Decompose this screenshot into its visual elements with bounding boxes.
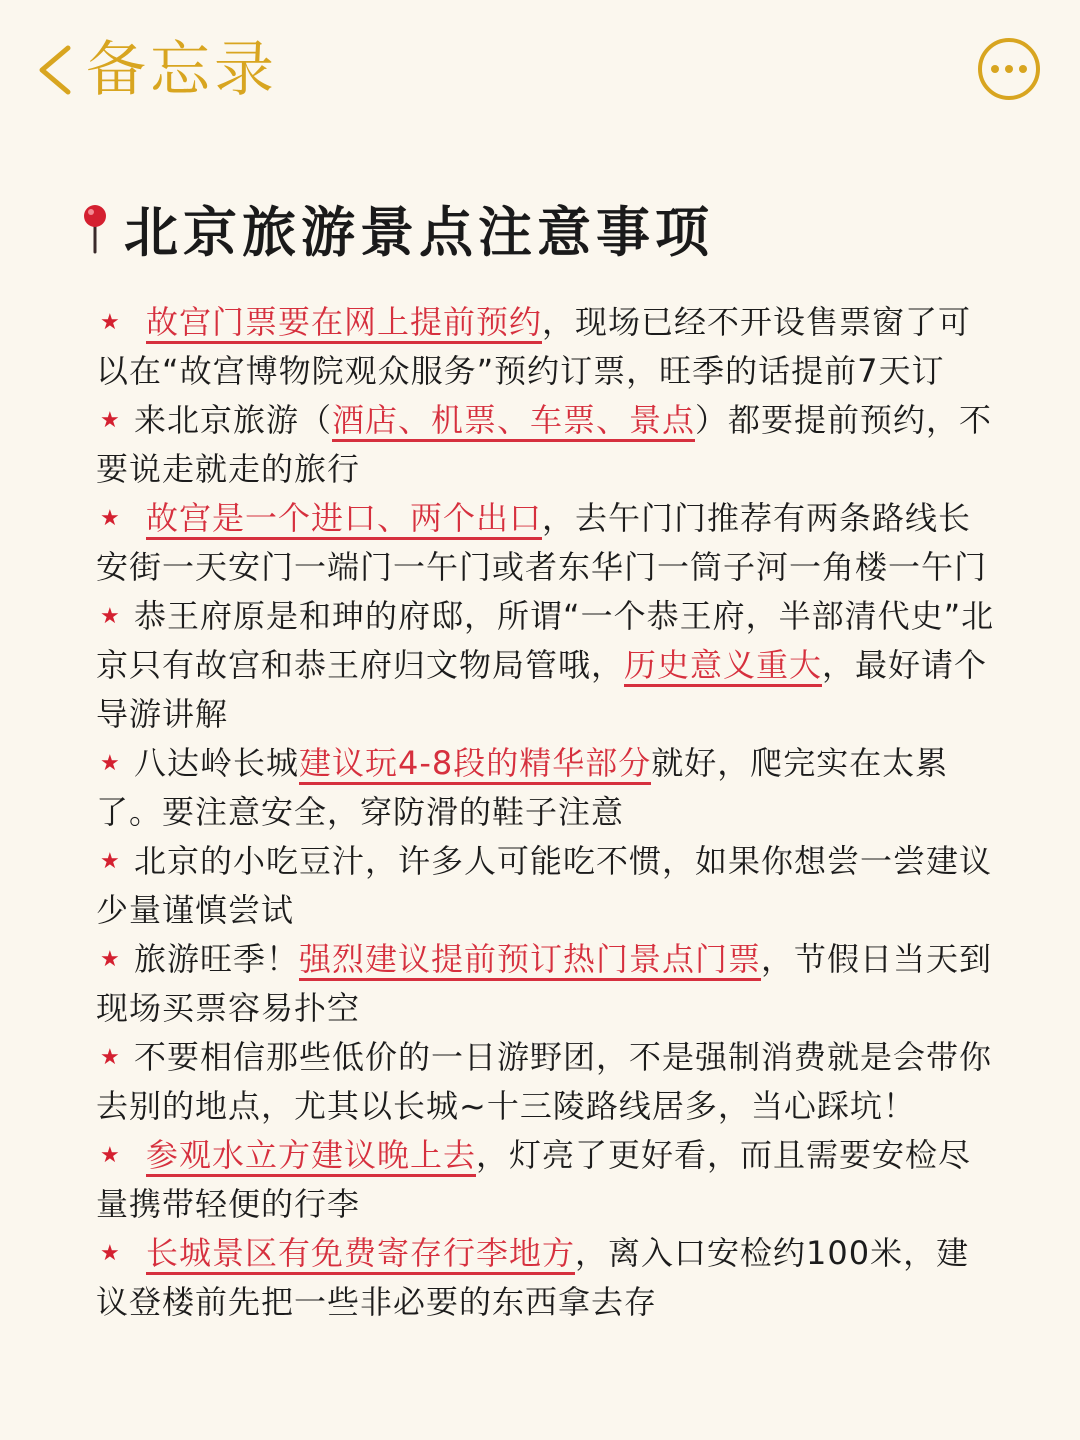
red-pin-icon: [80, 202, 110, 254]
note-text: 旅游旺季！: [134, 940, 300, 978]
note-text: ）都要提前预约，不要说走就走的旅行: [96, 401, 993, 488]
note-text: 就好，爬完实在太累了。要注意安全，穿防滑的鞋子注意: [96, 744, 949, 831]
note-text: ，最好请个导游讲解: [96, 646, 988, 733]
star-bullet-icon: ★: [100, 751, 121, 776]
note-item: [96, 592, 996, 739]
note-item: [96, 396, 996, 494]
note-item: [96, 935, 996, 1033]
app-title: 备忘录: [86, 35, 278, 105]
highlighted-text: 长城景区有免费寄存行李地方: [146, 1234, 575, 1275]
highlighted-text: 历史意义重大: [624, 646, 822, 687]
note-text: 不要相信那些低价的一日游野团，不是强制消费就是会带你去别的地点，尤其以长城~十三陵路线居多，当心踩坑！: [96, 1038, 993, 1125]
note-item: [96, 494, 996, 592]
highlighted-text: 故宫门票要在网上提前预约: [146, 303, 542, 344]
highlighted-text: 故宫是一个进口、两个出口: [146, 499, 542, 540]
top-bar: [0, 0, 1080, 140]
note-text: 北京的小吃豆汁，许多人可能吃不惯，如果你想尝一尝建议少量谨慎尝试: [96, 842, 993, 929]
more-options-icon-dot: [1019, 65, 1027, 73]
star-bullet-icon: ★: [100, 1143, 121, 1168]
note-body[interactable]: [96, 298, 996, 1327]
star-bullet-icon: ★: [100, 310, 121, 335]
note-title-row: [80, 188, 714, 268]
note-item: [96, 298, 996, 396]
more-options-icon-dot: [1005, 65, 1013, 73]
note-item: [96, 837, 996, 935]
star-bullet-icon: ★: [100, 1045, 121, 1070]
note-text: ，离入口安检约100米，建议登楼前先把一些非必要的东西拿去存: [96, 1234, 970, 1321]
star-bullet-icon: ★: [100, 1241, 121, 1266]
more-options-button[interactable]: [978, 38, 1040, 100]
note-text: ，现场已经不开设售票窗了可以在“故宫博物院观众服务”预约订票，旺季的话提前7天订: [96, 303, 972, 390]
note-item: [96, 1229, 996, 1327]
highlighted-text: 强烈建议提前预订热门景点门票: [299, 940, 761, 981]
chevron-left-icon: [32, 40, 76, 100]
note-item: [96, 1033, 996, 1131]
note-text: ，节假日当天到现场买票容易扑空: [96, 940, 993, 1027]
star-bullet-icon: ★: [100, 408, 121, 433]
star-bullet-icon: ★: [100, 849, 121, 874]
highlighted-text: 建议玩4-8段的精华部分: [299, 744, 651, 785]
highlighted-text: 酒店、机票、车票、景点: [332, 401, 695, 442]
note-text: 来北京旅游（: [134, 401, 333, 439]
star-bullet-icon: ★: [100, 604, 121, 629]
highlighted-text: 参观水立方建议晚上去: [146, 1136, 476, 1177]
note-text: ，去午门门推荐有两条路线长安街一天安门一端门一午门或者东华门一筒子河一角楼一午门: [96, 499, 988, 586]
note-text: 八达岭长城: [134, 744, 300, 782]
more-options-icon: [991, 65, 999, 73]
note-title[interactable]: 北京旅游景点注意事项: [124, 200, 714, 264]
note-text: 恭王府原是和珅的府邸，所谓“一个恭王府，半部清代史”北京只有故宫和恭王府归文物局管哦，: [96, 597, 995, 684]
star-bullet-icon: ★: [100, 506, 121, 531]
note-text: ，灯亮了更好看，而且需要安检尽量携带轻便的行李: [96, 1136, 972, 1223]
star-bullet-icon: ★: [100, 947, 121, 972]
note-item: [96, 1131, 996, 1229]
note-item: [96, 739, 996, 837]
back-button[interactable]: [32, 30, 278, 110]
